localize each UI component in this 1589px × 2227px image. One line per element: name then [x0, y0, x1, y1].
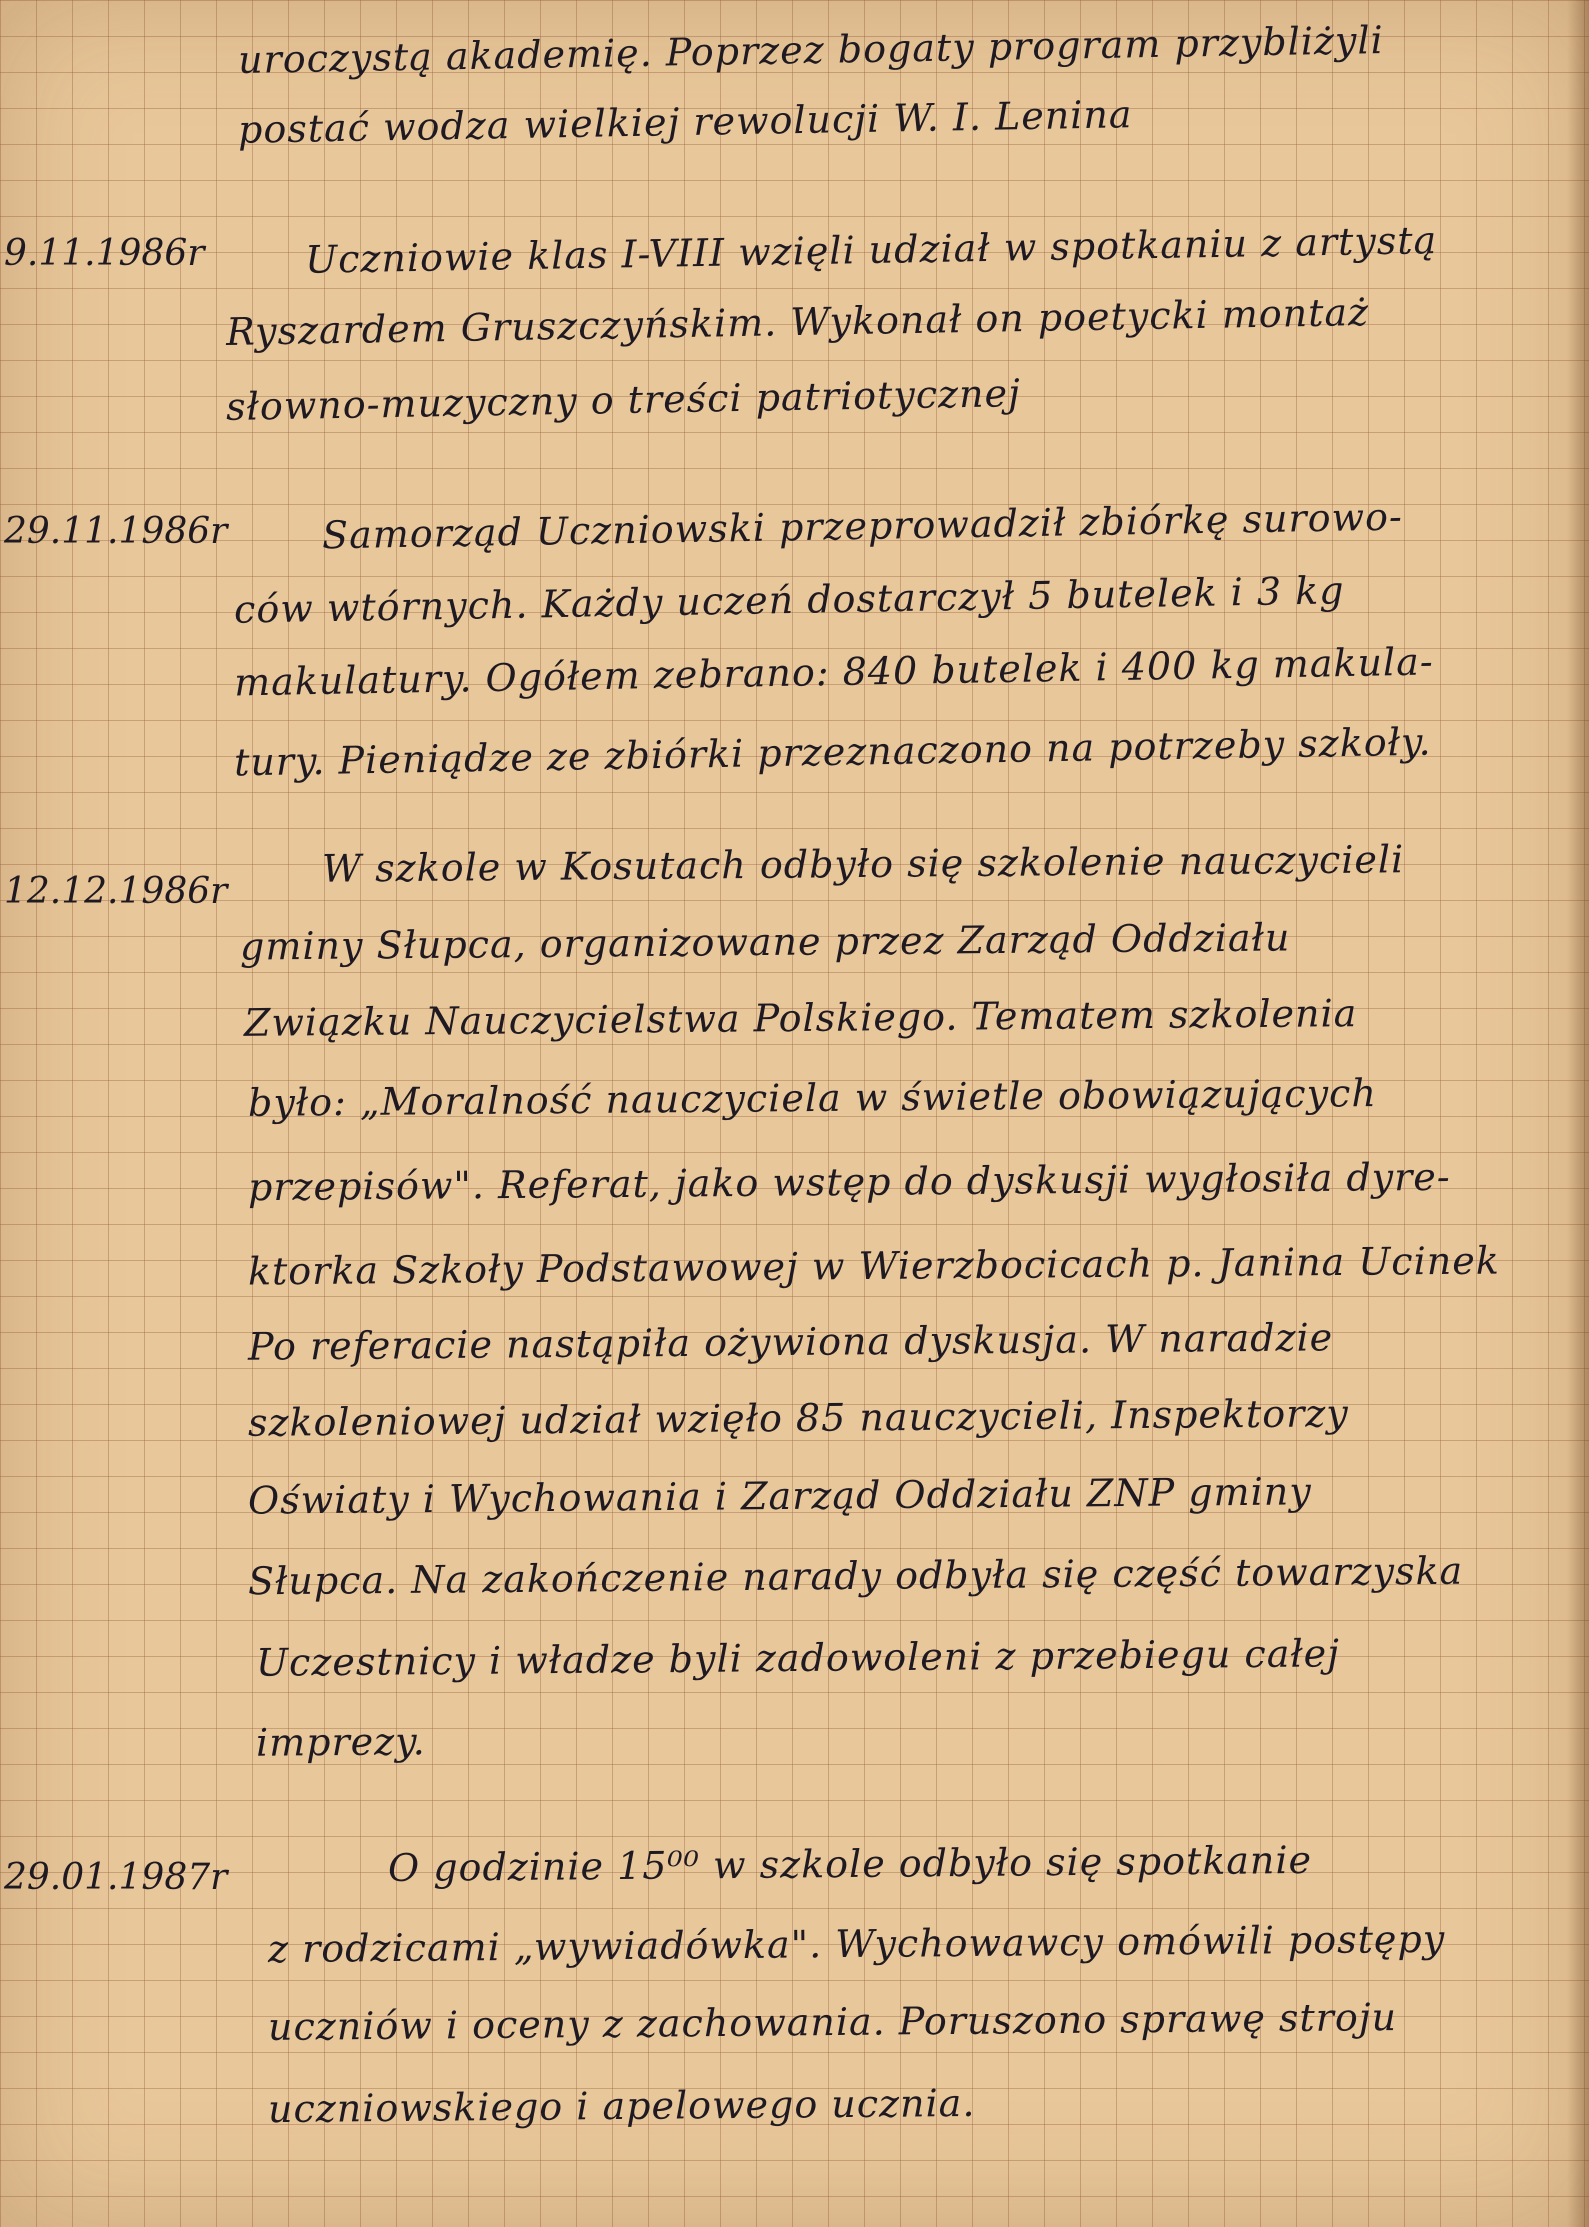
- entry-line: Związku Nauczycielstwa Polskiego. Tematem szkolenia: [243, 991, 1358, 1045]
- entry-date: 29.01.1987r: [4, 1857, 228, 1898]
- entry-line: uczniowskiego i apelowego ucznia.: [267, 2080, 976, 2132]
- entry-date: 29.11.1986r: [4, 511, 228, 552]
- entry-line: gminy Słupca, organizowane przez Zarząd Oddziału: [239, 915, 1291, 969]
- entry-line: słowno-muzyczny o treści patriotycznej: [225, 371, 1022, 429]
- entry-line: makulatury. Ogółem zebrano: 840 butelek i 400 kg makula-: [233, 639, 1434, 705]
- entry-date: 12.12.1986r: [4, 871, 228, 912]
- entry-line: Ryszardem Gruszczyńskim. Wykonał on poetycki montaż: [225, 290, 1370, 354]
- entry-line: uczniów i oceny z zachowania. Poruszono sprawę stroju: [267, 1995, 1398, 2049]
- entry-line: postać wodza wielkiej rewolucji W. I. Lenina: [237, 92, 1133, 152]
- entry-line: było: „Moralność nauczyciela w świetle obowiązujących: [247, 1071, 1378, 1125]
- entry-line: z rodzicami „wywiadówka". Wychowawcy omówili postępy: [267, 1916, 1446, 1972]
- entry-line: Samorząd Uczniowski przeprowadził zbiórkę surowo-: [321, 494, 1404, 558]
- entry-line: przepisów". Referat, jako wstęp do dyskusji wygłosiła dyre-: [247, 1154, 1451, 1210]
- entry-date: 9.11.1986r: [4, 233, 205, 274]
- entry-line: Po referacie nastąpiła ożywiona dyskusja. W naradzie: [247, 1315, 1334, 1369]
- entry-line: ców wtórnych. Każdy uczeń dostarczył 5 butelek i 3 kg: [233, 568, 1345, 632]
- entry-line: O godzinie 15⁰⁰ w szkole odbyło się spotkanie: [387, 1837, 1313, 1891]
- entry-line: Uczestnicy i władze byli zadowoleni z przebiegu całej: [255, 1631, 1341, 1685]
- entry-line: ktorka Szkoły Podstawowej w Wierzbocicach p. Janina Ucinek: [247, 1238, 1500, 1294]
- entry-line: Oświaty i Wychowania i Zarząd Oddziału ZNP gminy: [247, 1469, 1312, 1523]
- entry-line: uroczystą akademię. Poprzez bogaty program przybliżyli: [237, 18, 1385, 82]
- entry-line: imprezy.: [255, 1719, 426, 1765]
- page-edge-shadow: [1567, 0, 1589, 2227]
- entry-line: Słupca. Na zakończenie narady odbyła się część towarzyska: [247, 1548, 1464, 1604]
- entry-line: Uczniowie klas I-VIII wzięli udział w spotkaniu z artystą: [304, 218, 1438, 282]
- entry-line: szkoleniowej udział wzięło 85 nauczycieli, Inspektorzy: [247, 1391, 1349, 1445]
- entry-line: tury. Pieniądze ze zbiórki przeznaczono na potrzeby szkoły.: [233, 719, 1432, 785]
- entry-line: W szkole w Kosutach odbyło się szkolenie nauczycieli: [321, 837, 1405, 891]
